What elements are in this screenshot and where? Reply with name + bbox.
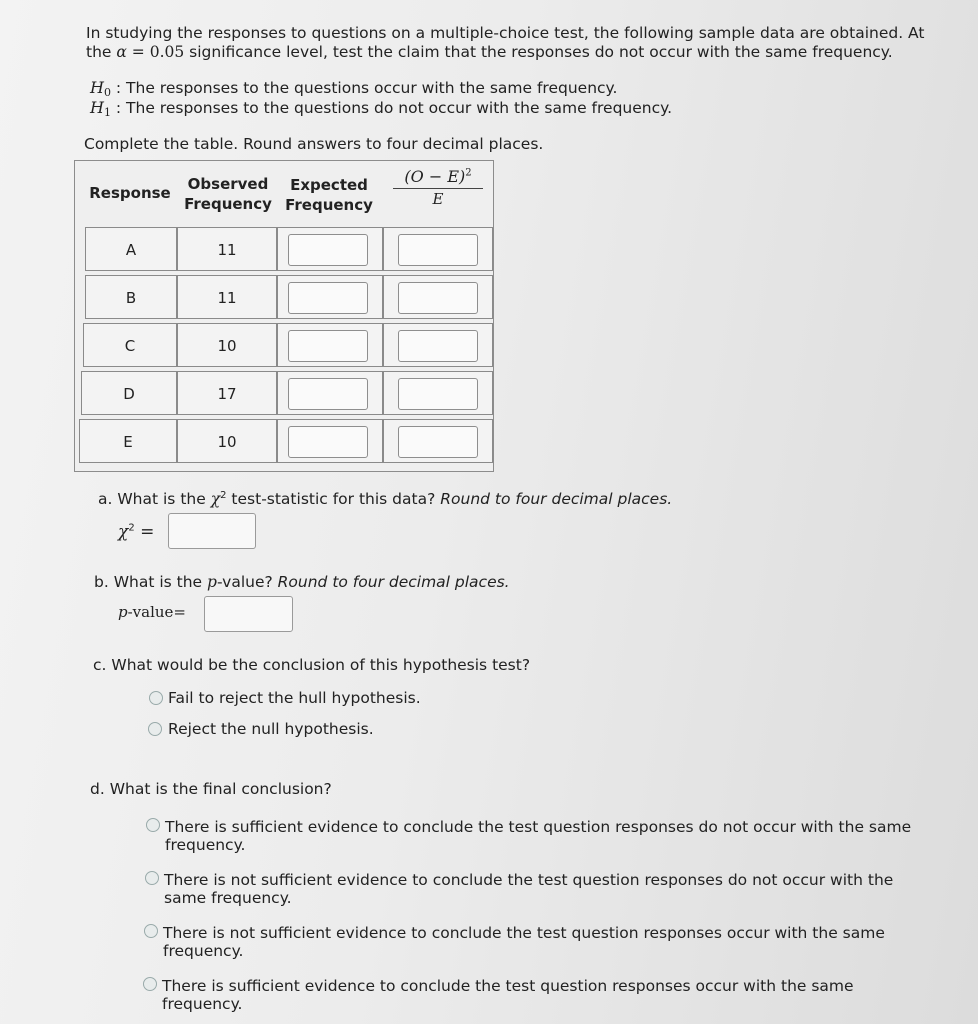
chi-square-label bbox=[118, 522, 154, 542]
response-cell bbox=[85, 227, 177, 271]
header-expected-line1: Expected bbox=[290, 176, 368, 194]
question-d: d. What is the final conclusion? bbox=[90, 780, 332, 798]
chi-component-input-a[interactable] bbox=[398, 234, 478, 266]
chi-label-equals: = bbox=[140, 522, 155, 542]
option-conclusion-2-line2: same frequency. bbox=[164, 889, 292, 907]
question-b-prefix: b. What is the bbox=[94, 573, 203, 591]
h0-symbol: H bbox=[90, 78, 104, 97]
observed-cell bbox=[177, 227, 277, 271]
expected-frequency-input-e[interactable] bbox=[288, 426, 368, 458]
expected-cell bbox=[277, 227, 383, 271]
option-reject-null: Reject the null hypothesis. bbox=[168, 720, 374, 738]
header-chi-component-formula bbox=[393, 167, 483, 208]
expected-cell bbox=[277, 371, 383, 415]
p-label-rest: -value= bbox=[127, 603, 186, 621]
table-row bbox=[81, 419, 493, 463]
alpha-value: 0.05 bbox=[149, 43, 185, 61]
header-response: Response bbox=[89, 184, 171, 202]
question-a-prefix: a. What is the bbox=[98, 490, 206, 509]
chi-component-input-b[interactable] bbox=[398, 282, 478, 314]
response-cell bbox=[83, 323, 177, 367]
table-row bbox=[81, 275, 493, 319]
problem-statement bbox=[86, 24, 926, 62]
h1-subscript: 1 bbox=[103, 106, 111, 119]
option-conclusion-1-line1: There is sufficient evidence to conclude the test question responses do not occur with the same bbox=[165, 818, 912, 836]
observed-cell bbox=[177, 419, 277, 463]
chi-component-input-c[interactable] bbox=[398, 330, 478, 362]
h0-subscript: 0 bbox=[103, 86, 111, 99]
chi-component-input-e[interactable] bbox=[398, 426, 478, 458]
expected-frequency-input-b[interactable] bbox=[288, 282, 368, 314]
header-observed bbox=[179, 174, 277, 214]
problem-line-2-pre: the bbox=[86, 43, 112, 61]
formula-numerator-text: (O − E) bbox=[404, 167, 466, 186]
problem-line-2 bbox=[86, 43, 926, 62]
h1-text: : The responses to the questions do not occur with the same frequency. bbox=[115, 99, 672, 117]
question-a-mid: test-statistic for this data? bbox=[231, 490, 436, 509]
component-cell bbox=[383, 323, 493, 367]
chi-label-symbol: χ bbox=[118, 522, 129, 542]
question-a-round: Round to four decimal places. bbox=[440, 490, 673, 509]
observed-cell bbox=[177, 371, 277, 415]
expected-frequency-input-a[interactable] bbox=[288, 234, 368, 266]
option-conclusion-1-line2: frequency. bbox=[165, 836, 246, 854]
response-label: C bbox=[124, 337, 136, 355]
alpha-symbol: α bbox=[116, 43, 127, 61]
option-conclusion-3-line2: frequency. bbox=[163, 942, 244, 960]
observed-cell bbox=[177, 275, 277, 319]
response-cell bbox=[79, 419, 177, 463]
question-b-round: Round to four decimal places. bbox=[277, 573, 510, 591]
question-a bbox=[98, 490, 672, 508]
expected-cell bbox=[277, 275, 383, 319]
table-instructions: Complete the table. Round answers to four decimal places. bbox=[84, 135, 544, 153]
problem-line-1: In studying the responses to questions on a multiple-choice test, the following sample data are obtained. At bbox=[86, 24, 925, 42]
option-fail-to-reject: Fail to reject the hull hypothesis. bbox=[168, 689, 421, 707]
header-expected-line2: Frequency bbox=[285, 196, 373, 214]
option-conclusion-2-line1: There is not sufficient evidence to conclude the test question responses do not occur with the bbox=[164, 871, 894, 889]
option-conclusion-4 bbox=[162, 977, 932, 1013]
expected-frequency-input-d[interactable] bbox=[288, 378, 368, 410]
expected-cell bbox=[277, 419, 383, 463]
component-cell bbox=[383, 275, 493, 319]
observed-value: 17 bbox=[217, 385, 237, 403]
observed-cell bbox=[177, 323, 277, 367]
p-value-input[interactable] bbox=[204, 596, 293, 632]
formula-exponent: 2 bbox=[465, 167, 472, 179]
component-cell bbox=[383, 371, 493, 415]
observed-value: 10 bbox=[217, 433, 237, 451]
p-symbol: p bbox=[207, 573, 217, 591]
p-value-label bbox=[118, 603, 186, 621]
chi-exponent: 2 bbox=[220, 490, 227, 501]
alternative-hypothesis bbox=[90, 97, 672, 123]
p-label-symbol: p bbox=[118, 603, 128, 621]
observed-value: 11 bbox=[217, 289, 237, 307]
h1-symbol: H bbox=[90, 98, 104, 117]
chi-symbol: χ bbox=[210, 490, 221, 509]
table-row bbox=[81, 227, 493, 271]
observed-value: 10 bbox=[217, 337, 237, 355]
expected-cell bbox=[277, 323, 383, 367]
chi-square-input[interactable] bbox=[168, 513, 256, 549]
frequency-table bbox=[74, 160, 494, 472]
option-conclusion-2 bbox=[164, 871, 934, 907]
radio-conclusion-2[interactable] bbox=[145, 871, 159, 885]
header-observed-line2: Frequency bbox=[184, 195, 272, 213]
chi-component-input-d[interactable] bbox=[398, 378, 478, 410]
formula-denominator: E bbox=[432, 190, 444, 208]
response-label: B bbox=[125, 289, 137, 307]
question-b-mid: -value? bbox=[216, 573, 273, 591]
response-cell bbox=[81, 371, 177, 415]
header-expected bbox=[281, 175, 377, 215]
response-label: E bbox=[123, 433, 133, 451]
radio-conclusion-3[interactable] bbox=[144, 924, 158, 938]
expected-frequency-input-c[interactable] bbox=[288, 330, 368, 362]
table-row bbox=[81, 371, 493, 415]
component-cell bbox=[383, 419, 493, 463]
table-row bbox=[81, 323, 493, 367]
radio-conclusion-4[interactable] bbox=[143, 977, 157, 991]
question-c: c. What would be the conclusion of this hypothesis test? bbox=[93, 656, 531, 674]
option-conclusion-3 bbox=[163, 924, 933, 960]
question-b bbox=[94, 573, 510, 591]
table-header bbox=[75, 161, 493, 221]
header-observed-line1: Observed bbox=[187, 175, 269, 193]
option-conclusion-4-line1: There is sufficient evidence to conclude the test question responses occur with the same bbox=[162, 977, 854, 995]
radio-conclusion-1[interactable] bbox=[146, 818, 160, 832]
h0-text: : The responses to the questions occur with the same frequency. bbox=[115, 79, 618, 97]
response-cell bbox=[85, 275, 177, 319]
option-conclusion-4-line2: frequency. bbox=[162, 995, 243, 1013]
radio-reject-null[interactable] bbox=[148, 722, 162, 736]
component-cell bbox=[383, 227, 493, 271]
radio-fail-to-reject[interactable] bbox=[149, 691, 163, 705]
option-conclusion-3-line1: There is not sufficient evidence to conclude the test question responses occur with the same bbox=[163, 924, 885, 942]
response-label: A bbox=[125, 241, 137, 259]
chi-label-exponent: 2 bbox=[128, 522, 135, 534]
alpha-equals: = bbox=[131, 43, 145, 61]
response-label: D bbox=[123, 385, 135, 403]
observed-value: 11 bbox=[217, 241, 237, 259]
formula-numerator bbox=[393, 167, 483, 189]
option-conclusion-1 bbox=[165, 818, 935, 854]
problem-line-2-post: significance level, test the claim that the responses do not occur with the same frequency. bbox=[189, 43, 893, 61]
